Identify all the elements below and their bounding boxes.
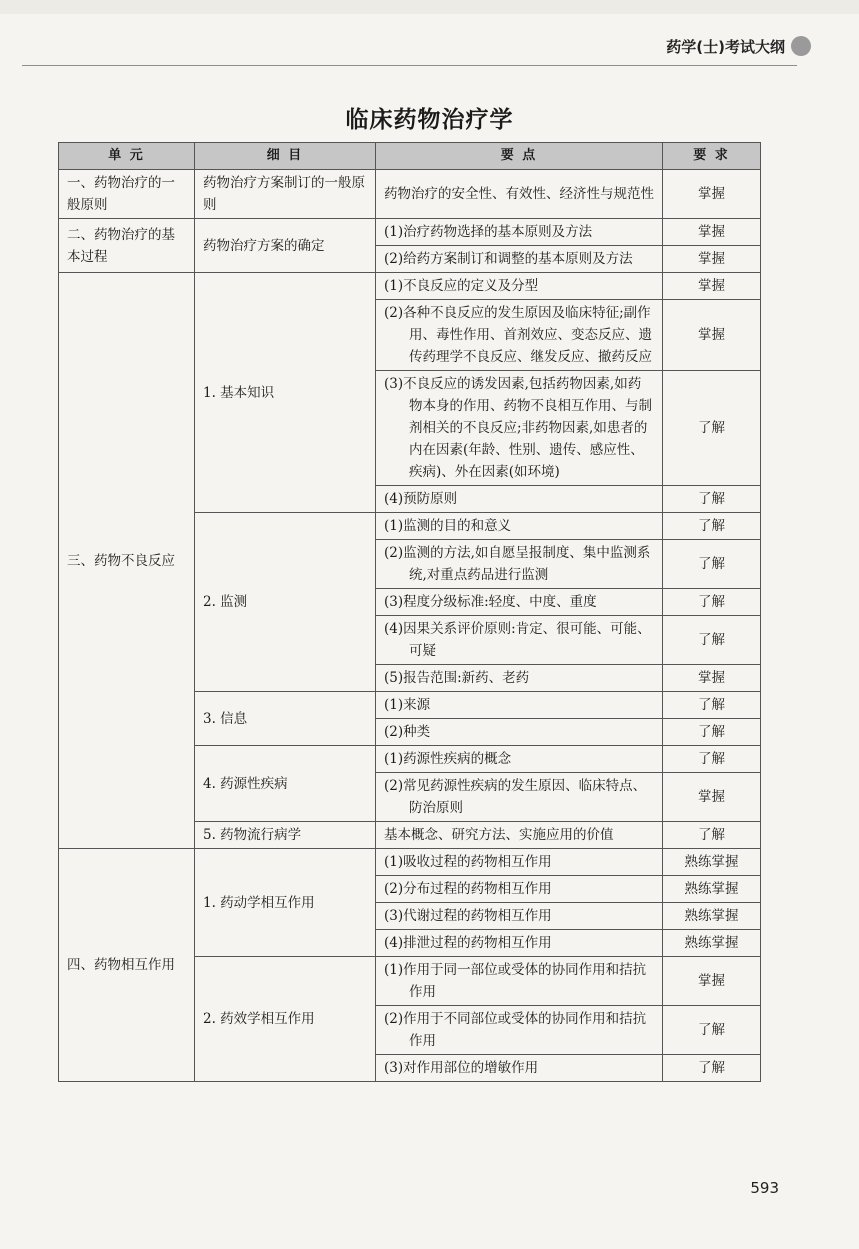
point-text: (2)常见药源性疾病的发生原因、临床特点、防治原则 (384, 778, 647, 816)
detail-cell: 1. 基本知识 (195, 273, 376, 513)
document-title: 临床药物治疗学 (345, 107, 514, 133)
point-cell (376, 746, 663, 773)
point-cell (376, 589, 663, 616)
unit-cell: 一、药物治疗的一般原则 (59, 170, 195, 219)
point-text: (4)排泄过程的药物相互作用 (384, 935, 552, 951)
requirement-cell: 掌握 (663, 219, 761, 246)
point-cell (376, 616, 663, 665)
point-text: (3)程度分级标准:轻度、中度、重度 (384, 594, 597, 610)
column-header-point: 要 点 (376, 143, 663, 170)
requirement-cell: 了解 (663, 719, 761, 746)
detail-cell: 4. 药源性疾病 (195, 746, 376, 822)
point-text: (2)监测的方法,如自愿呈报制度、集中监测系统,对重点药品进行监测 (384, 545, 651, 583)
requirement-cell: 了解 (663, 540, 761, 589)
table-row (59, 273, 761, 300)
point-cell (376, 371, 663, 486)
point-text: (2)各种不良反应的发生原因及临床特征;副作用、毒性作用、首剂效应、变态反应、遗传药理学不良反应、继发反应、撤药反应 (384, 305, 652, 365)
requirement-cell: 了解 (663, 692, 761, 719)
point-cell (376, 486, 663, 513)
point-cell (376, 773, 663, 822)
point-cell (376, 930, 663, 957)
point-cell (376, 219, 663, 246)
running-header (22, 30, 829, 66)
point-text: (4)预防原则 (384, 491, 458, 507)
point-cell (376, 540, 663, 589)
point-text: (1)作用于同一部位或受体的协同作用和拮抗作用 (384, 962, 647, 1000)
requirement-cell: 掌握 (663, 665, 761, 692)
point-cell (376, 1006, 663, 1055)
point-text: (2)作用于不同部位或受体的协同作用和拮抗作用 (384, 1011, 647, 1049)
point-cell (376, 300, 663, 371)
table-row (59, 170, 761, 219)
detail-cell: 2. 监测 (195, 513, 376, 692)
unit-cell: 三、药物不良反应 (59, 273, 195, 849)
detail-cell: 2. 药效学相互作用 (195, 957, 376, 1082)
requirement-cell: 熟练掌握 (663, 849, 761, 876)
requirement-cell: 了解 (663, 746, 761, 773)
requirement-cell: 了解 (663, 1055, 761, 1082)
book-title: 药学(士)考试大纲 (666, 38, 785, 56)
point-text: (1)来源 (384, 697, 431, 713)
syllabus-table (58, 142, 761, 1082)
requirement-cell: 掌握 (663, 773, 761, 822)
column-header-detail: 细 目 (195, 143, 376, 170)
point-cell (376, 719, 663, 746)
table-row (59, 849, 761, 876)
point-text: 药物治疗的安全性、有效性、经济性与规范性 (384, 186, 654, 202)
point-text: (3)代谢过程的药物相互作用 (384, 908, 552, 924)
detail-cell: 药物治疗方案制订的一般原则 (195, 170, 376, 219)
point-cell (376, 273, 663, 300)
point-cell (376, 692, 663, 719)
point-text: (3)不良反应的诱发因素,包括药物因素,如药物本身的作用、药物不良相互作用、与制剂相关的不良反应;非药物因素,如患者的内在因素(年龄、性别、遗传、感应性、疾病)、外在因素(如环境) (384, 376, 652, 480)
table-body (59, 170, 761, 1082)
point-text: (2)分布过程的药物相互作用 (384, 881, 552, 897)
point-text: 基本概念、研究方法、实施应用的价值 (384, 827, 614, 843)
requirement-cell: 熟练掌握 (663, 876, 761, 903)
requirement-cell: 熟练掌握 (663, 930, 761, 957)
detail-cell: 药物治疗方案的确定 (195, 219, 376, 273)
point-text: (2)给药方案制订和调整的基本原则及方法 (384, 251, 633, 267)
requirement-cell: 了解 (663, 513, 761, 540)
point-text: (2)种类 (384, 724, 431, 740)
point-cell (376, 822, 663, 849)
top-margin-strip (0, 0, 859, 14)
point-text: (1)不良反应的定义及分型 (384, 278, 539, 294)
table-row (59, 219, 761, 246)
point-text: (1)吸收过程的药物相互作用 (384, 854, 552, 870)
point-cell (376, 246, 663, 273)
point-cell (376, 513, 663, 540)
point-cell (376, 1055, 663, 1082)
requirement-cell: 了解 (663, 822, 761, 849)
requirement-cell: 掌握 (663, 273, 761, 300)
point-text: (4)因果关系评价原则:肯定、很可能、可能、可疑 (384, 621, 651, 659)
point-text: (1)监测的目的和意义 (384, 518, 512, 534)
point-text: (1)药源性疾病的概念 (384, 751, 512, 767)
requirement-cell: 掌握 (663, 246, 761, 273)
page-number: 593 (750, 1179, 779, 1197)
unit-cell: 二、药物治疗的基本过程 (59, 219, 195, 273)
column-header-requirement: 要 求 (663, 143, 761, 170)
point-cell (376, 170, 663, 219)
detail-cell: 3. 信息 (195, 692, 376, 746)
detail-cell: 1. 药动学相互作用 (195, 849, 376, 957)
point-text: (3)对作用部位的增敏作用 (384, 1060, 539, 1076)
requirement-cell: 了解 (663, 1006, 761, 1055)
detail-cell: 5. 药物流行病学 (195, 822, 376, 849)
header-rule (22, 65, 797, 66)
requirement-cell: 了解 (663, 486, 761, 513)
table-header-row (59, 143, 761, 170)
requirement-cell: 了解 (663, 616, 761, 665)
requirement-cell: 了解 (663, 371, 761, 486)
point-cell (376, 903, 663, 930)
header-badge-icon (791, 36, 811, 56)
point-cell (376, 957, 663, 1006)
point-text: (5)报告范围:新药、老药 (384, 670, 530, 686)
column-header-unit: 单 元 (59, 143, 195, 170)
point-cell (376, 665, 663, 692)
requirement-cell: 掌握 (663, 957, 761, 1006)
requirement-cell: 掌握 (663, 170, 761, 219)
point-cell (376, 876, 663, 903)
requirement-cell: 掌握 (663, 300, 761, 371)
unit-cell: 四、药物相互作用 (59, 849, 195, 1082)
point-text: (1)治疗药物选择的基本原则及方法 (384, 224, 593, 240)
requirement-cell: 熟练掌握 (663, 903, 761, 930)
requirement-cell: 了解 (663, 589, 761, 616)
point-cell (376, 849, 663, 876)
